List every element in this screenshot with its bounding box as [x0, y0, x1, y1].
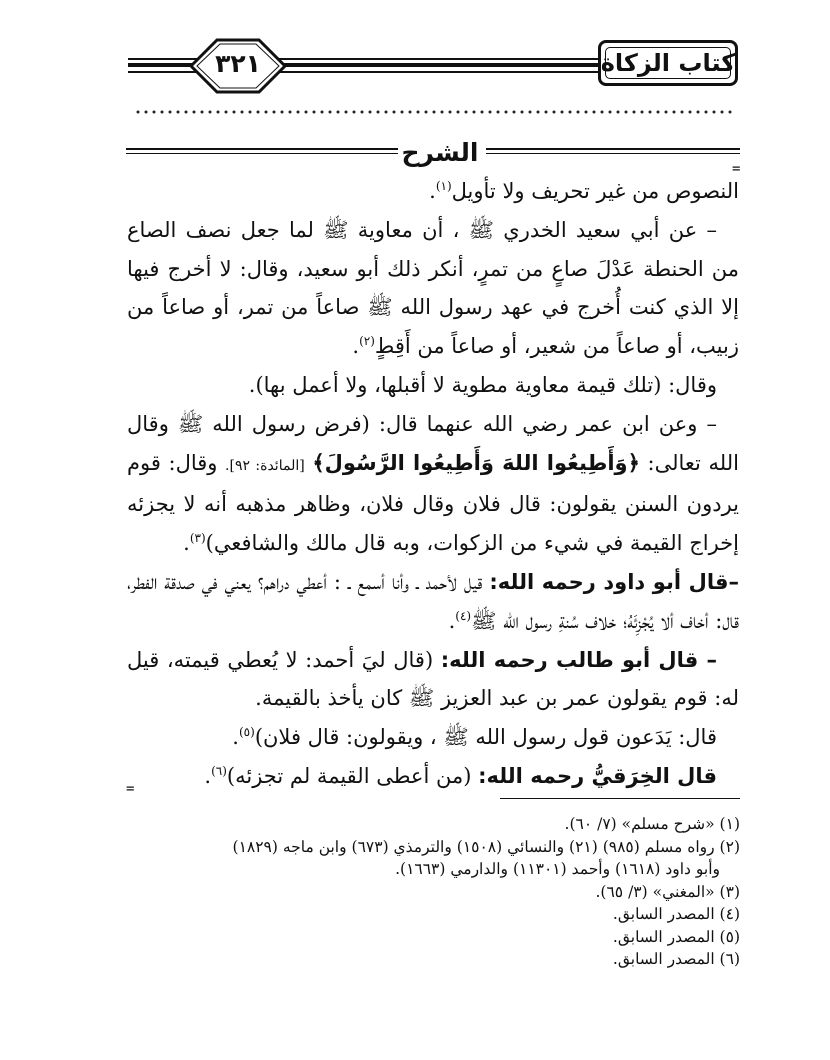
- footnote: وأبو داود (١٦١٨) وأحمد (١١٣٠١) والدارمي (١٦٦٣).: [395, 860, 720, 878]
- section-rule-left: [126, 148, 398, 150]
- section-rule-right: [486, 153, 740, 154]
- section-rule-right: [486, 148, 740, 150]
- narrator: – قال أبو طالب رحمه الله:: [440, 647, 717, 672]
- paragraph: –قال أبو داود رحمه الله: قيل لأحمد ـ وأنا أسمع ـ : أعطي دراهم؟ يعني في صدقة الفطر، قال: أخاف ألا يُجْزِئَهُ؛ خلاف سُنةِ رسول الله ﷺ$^{(٤)}$.: [127, 569, 740, 633]
- footnote-marker: (٤): [455, 608, 472, 623]
- section-rule-left: [126, 153, 398, 154]
- footnote: (٥) المصدر السابق.: [612, 927, 740, 946]
- footnote-marker: (٦): [211, 763, 227, 778]
- paragraph: قال: يَدَعون قول رسول الله ﷺ ، ويقولون: قال فلان)$^{(٥)}$.: [232, 725, 717, 750]
- margin-mark: =: [732, 161, 741, 177]
- footnote-marker: (٢): [359, 334, 375, 349]
- book-title: كتاب الزكاة: [600, 49, 736, 77]
- footnote: (٢) رواه مسلم (٩٨٥) (٢١) والنسائي (١٥٠٨) والترمذي (٦٧٣) وابن ماجه (١٨٢٩): [232, 837, 740, 856]
- dotted-separator: [134, 109, 736, 115]
- paragraph: – عن أبي سعيد الخدري ﷺ ، أن معاوية ﷺ لما جعل نصف الصاع من الحنطة عَدْلَ صاعٍ من تمرٍ، أنكر ذلك أبو سعيد، وقال: لا أخرج فيها إلا الذي كنت أُخرج في عهد رسول الله ﷺ صاعاً من تمر، أو صاعاً من زبيب، أو صاعاً من شعير، أو صاعاً من أَقِطٍ$^{(٢)}$.: [127, 217, 739, 359]
- footnote-marker: (٥): [238, 725, 255, 740]
- paragraph: النصوص من غير تحريف ولا تأويل$^{(١)}$.: [429, 179, 739, 203]
- footnotes: [125, 813, 740, 971]
- paragraph: وقال: (تلك قيمة معاوية مطوية لا أقبلها، ولا أعمل بها).: [248, 372, 717, 397]
- footnote: (٦) المصدر السابق.: [612, 950, 740, 968]
- footnote-marker: (١): [435, 179, 452, 193]
- footnote: (١) «شرح مسلم» (٧/ ٦٠).: [564, 815, 740, 833]
- footnote: (٣) «المغني» (٣/ ٦٥).: [595, 882, 740, 901]
- footnote: (٤) المصدر السابق.: [612, 905, 740, 923]
- narrator: قال الخِرَقيُّ رحمه الله:: [478, 763, 717, 788]
- footnote-rule: [500, 798, 740, 799]
- footnote-marker: (٣): [189, 531, 206, 546]
- paragraph: – قال أبو طالب رحمه الله: (قال ليَ أحمد: لا يُعطي قيمته، قيل له: قوم يقولون عمر بن عبد العزيز ﷺ كان يأخذ بالقيمة.: [127, 647, 739, 711]
- paragraph: – وعن ابن عمر رضي الله عنهما قال: (فرض رسول الله ﷺ وقال الله تعالى: ﴿وَأَطِيعُوا اللهَ وَأَطِيعُوا الرَّسُولَ﴾ [المائدة: ٩٢]. وقال: قوم يردون السنن يقولون: قال فلان وقال فلان، وظاهر مذهبه أنه لا يجزئه إخراج القيمة في شيء من الزكوات، وبه قال مالك والشافعي)$^{(٣)}$.: [127, 411, 739, 556]
- paragraph: قال الخِرَقيُّ رحمه الله: (من أعطى القيمة لم تجزئه)$^{(٦)}$.: [204, 763, 717, 788]
- narrator: –قال أبو داود رحمه الله:: [489, 569, 740, 594]
- commentary-text: [127, 172, 739, 796]
- quran-verse: ﴿وَأَطِيعُوا اللهَ وَأَطِيعُوا الرَّسُولَ﴾: [312, 450, 640, 475]
- verse-reference: [المائدة: ٩٢].: [225, 457, 305, 474]
- page-number: ٣٢١: [215, 49, 261, 78]
- margin-mark: =: [126, 781, 135, 797]
- section-title: الشرح: [401, 138, 479, 167]
